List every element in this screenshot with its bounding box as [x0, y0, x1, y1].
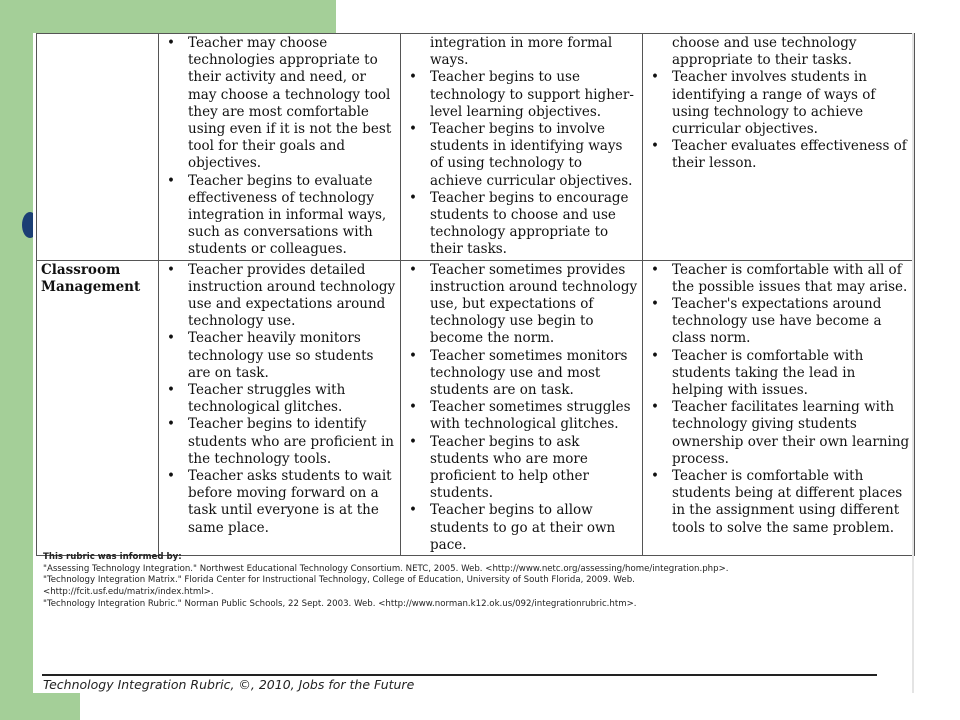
- rubric-cell: [159, 260, 401, 555]
- slide-background-green-left: [0, 0, 33, 720]
- list-item: • Teacher asks students to wait before moving forward on a task until everyone is at the same place.: [188, 468, 396, 537]
- slide-background-green-top: [0, 0, 336, 33]
- list-item: • Teacher evaluates effectiveness of their lesson.: [672, 138, 910, 172]
- footer-caption: Technology Integration Rubric, ©, 2010, Jobs for the Future: [43, 677, 415, 692]
- sources-block: [43, 552, 903, 611]
- table-row: [37, 34, 915, 261]
- list-item: • Teacher struggles with technological glitches.: [188, 382, 396, 416]
- list-item: • Teacher provides detailed instruction around technology use and expectations around technology use.: [188, 262, 396, 331]
- sources-heading: This rubric was informed by:: [43, 552, 182, 562]
- rubric-cell: [643, 260, 915, 555]
- slide-background-green-bottom: [0, 692, 80, 720]
- list-item: • Teacher begins to ask students who are more proficient to help other students.: [430, 434, 638, 503]
- list-item: • Teacher begins to allow students to go at their own pace.: [430, 502, 638, 554]
- list-item: • Teacher sometimes struggles with technological glitches.: [430, 399, 638, 433]
- rubric-table: [36, 33, 915, 556]
- list-item: • Teacher sometimes provides instruction around technology use, but expectations of technology use begin to become the norm.: [430, 262, 638, 348]
- list-item: • Teacher may choose technologies appropriate to their activity and need, or may choose a technology tool they are most comfortable using even if it is not the best tool for their goals and objectives.: [188, 35, 396, 173]
- list-item: • Teacher heavily monitors technology use so students are on task.: [188, 330, 396, 382]
- source-line: "Technology Integration Matrix." Florida Center for Instructional Technology, College of Education, University of South Florida, 2009. Web.: [43, 575, 635, 586]
- list-item: • Teacher facilitates learning with technology giving students ownership over their own learning process.: [672, 399, 910, 468]
- category-cell: Classroom Management: [37, 260, 159, 555]
- list-item: • Teacher begins to evaluate effectiveness of technology integration in informal ways, such as conversations with students or colleagues.: [188, 173, 396, 259]
- rubric-cell: [643, 34, 915, 261]
- list-item: • Teacher begins to encourage students to choose and use technology appropriate to their tasks.: [430, 190, 638, 259]
- category-cell: [37, 34, 159, 261]
- list-item: • Teacher involves students in identifying a range of ways of using technology to achieve curricular objectives.: [672, 69, 910, 138]
- list-item: • Teacher's expectations around technology use have become a class norm.: [672, 296, 910, 348]
- list-item: • Teacher sometimes monitors technology use and most students are on task.: [430, 348, 638, 400]
- table-row: [37, 260, 915, 555]
- list-item: • Teacher begins to use technology to support higher-level learning objectives.: [430, 69, 638, 121]
- list-item: • Teacher is comfortable with students being at different places in the assignment using different tools to solve the same problem.: [672, 468, 910, 537]
- footer-divider: [42, 674, 877, 676]
- page-edge: [912, 33, 914, 693]
- list-item: • Teacher is comfortable with students taking the lead in helping with issues.: [672, 348, 910, 400]
- list-item-continued: choose and use technology appropriate to their tasks.: [672, 35, 857, 69]
- rubric-cell: [401, 260, 643, 555]
- rubric-cell: [401, 34, 643, 261]
- source-line: "Assessing Technology Integration." Northwest Educational Technology Consortium. NETC, 2005. Web. <http://www.netc.org/assessing/home/integration.php>.: [43, 563, 729, 574]
- list-item: • Teacher is comfortable with all of the possible issues that may arise.: [672, 262, 910, 296]
- source-line: <http://fcit.usf.edu/matrix/index.html>.: [43, 587, 214, 598]
- list-item-continued: integration in more formal ways.: [430, 35, 613, 69]
- list-item: • Teacher begins to identify students who are proficient in the technology tools.: [188, 416, 396, 468]
- source-line: "Technology Integration Rubric." Norman Public Schools, 22 Sept. 2003. Web. <http://www.norman.k12.ok.us/092/integrationrubric.htm>.: [43, 598, 637, 609]
- document-page: [33, 33, 912, 693]
- rubric-cell: [159, 34, 401, 261]
- list-item: • Teacher begins to involve students in identifying ways of using technology to achieve curricular objectives.: [430, 121, 638, 190]
